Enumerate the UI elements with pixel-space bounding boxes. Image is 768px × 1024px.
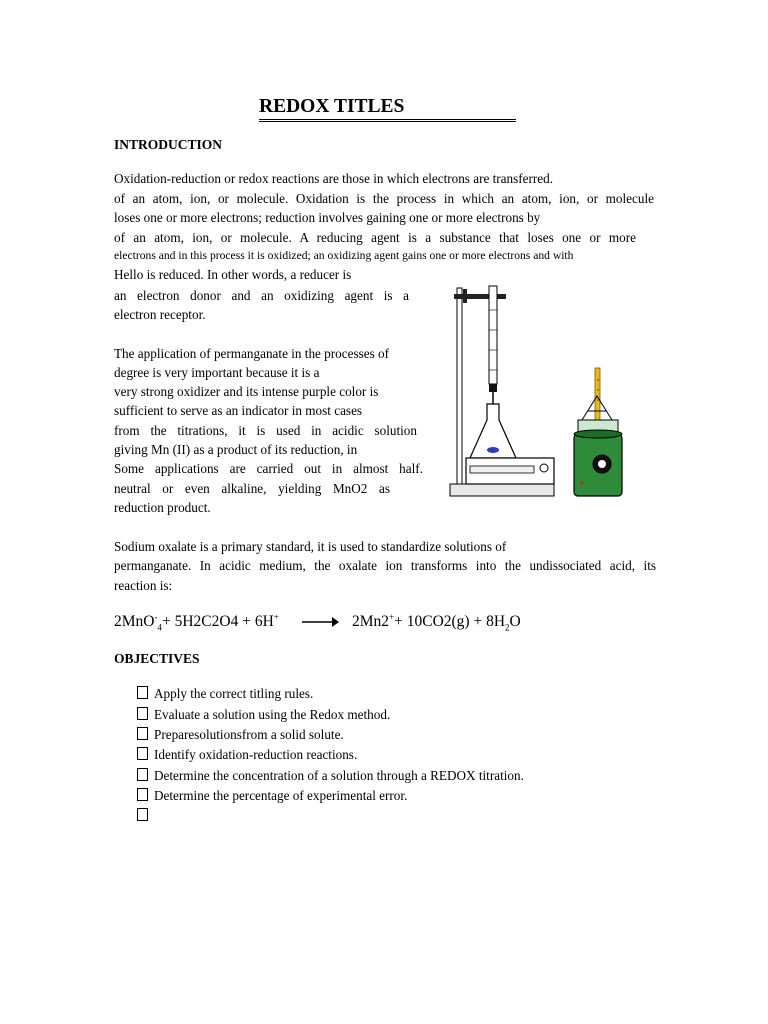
thermometer — [595, 368, 600, 422]
stand-base — [450, 484, 554, 496]
objective-item-6: Determine the percentage of experimental error. — [137, 786, 407, 806]
intro-line-8: electron receptor. — [114, 307, 206, 322]
titration-apparatus-illustration — [446, 280, 558, 498]
intro-line-2: of an atom, ion, or molecule. Oxidation is the process in which an atom, ion, or molecule — [114, 191, 654, 206]
intro-line-5: electrons and in this process it is oxidized; an oxidizing agent gains one or more electrons and with — [114, 249, 574, 262]
reaction-equation-right: $2Mn2^++ 10CO2(g) + 8H_2O$ — [352, 612, 521, 633]
objective-item-7 — [137, 806, 154, 826]
permanganate-line-1: The application of permanganate in the processes of — [114, 346, 389, 361]
permanganate-line-3: very strong oxidizer and its intense purple color is — [114, 384, 379, 399]
introduction-heading: INTRODUCTION — [114, 137, 223, 152]
objective-item-5: Determine the concentration of a solution through a REDOX titration. — [137, 766, 524, 786]
oxalate-line-2: permanganate. In acidic medium, the oxalate ion transforms into the undissociated acid, its — [114, 558, 656, 573]
intro-line-1: Oxidation-reduction or redox reactions are those in which electrons are transferred. — [114, 171, 554, 186]
objective-item-4: Identify oxidation-reduction reactions. — [137, 745, 357, 765]
permanganate-line-4: sufficient to serve as an indicator in most cases — [114, 403, 363, 418]
permanganate-line-8: neutral or even alkaline, yielding MnO2 as — [114, 481, 390, 496]
reaction-equation-left: 2MnO-$_4$+ 5H2C2O4 + 6H+ — [114, 612, 279, 633]
checkbox-glyph-icon — [137, 686, 148, 699]
intro-line-4: of an atom, ion, or molecule. A reducing agent is a substance that loses one or more — [114, 230, 636, 245]
permanganate-line-9: reduction product. — [114, 500, 211, 515]
burette-clamp — [454, 294, 506, 299]
objective-item-1: Apply the correct titling rules. — [137, 684, 313, 704]
objective-item-3: Preparesolutionsfrom a solid solute. — [137, 725, 344, 745]
burette — [489, 286, 497, 384]
checkbox-glyph-icon — [137, 808, 148, 821]
intro-line-7: an electron donor and an oxidizing agent is a — [114, 288, 409, 303]
permanganate-line-2: degree is very important because it is a — [114, 365, 320, 380]
oxalate-line-3: reaction is: — [114, 578, 173, 593]
hot-plate-illustration — [570, 366, 626, 498]
stand-rod — [457, 288, 462, 484]
reaction-arrow-icon — [302, 616, 340, 628]
objective-item-2: Evaluate a solution using the Redox method. — [137, 705, 390, 725]
checkbox-glyph-icon — [137, 747, 148, 760]
oxalate-line-1: Sodium oxalate is a primary standard, it is used to standardize solutions of — [114, 539, 507, 554]
checkbox-glyph-icon — [137, 727, 148, 740]
checkbox-glyph-icon — [137, 788, 148, 801]
intro-line-6: Hello is reduced. In other words, a reducer is — [114, 267, 352, 282]
permanganate-line-5: from the titrations, it is used in acidic solution — [114, 423, 417, 438]
checkbox-glyph-icon — [137, 768, 148, 781]
intro-line-3: loses one or more electrons; reduction involves gaining one or more electrons by — [114, 210, 541, 225]
objectives-heading: OBJECTIVES — [114, 651, 200, 666]
checkbox-glyph-icon — [137, 707, 148, 720]
permanganate-line-6: giving Mn (II) as a product of its reduction, in — [114, 442, 358, 457]
permanganate-line-7: Some applications are carried out in almost half. — [114, 461, 423, 476]
page-title: REDOX TITLES — [259, 96, 516, 122]
flask-solution — [487, 447, 499, 453]
